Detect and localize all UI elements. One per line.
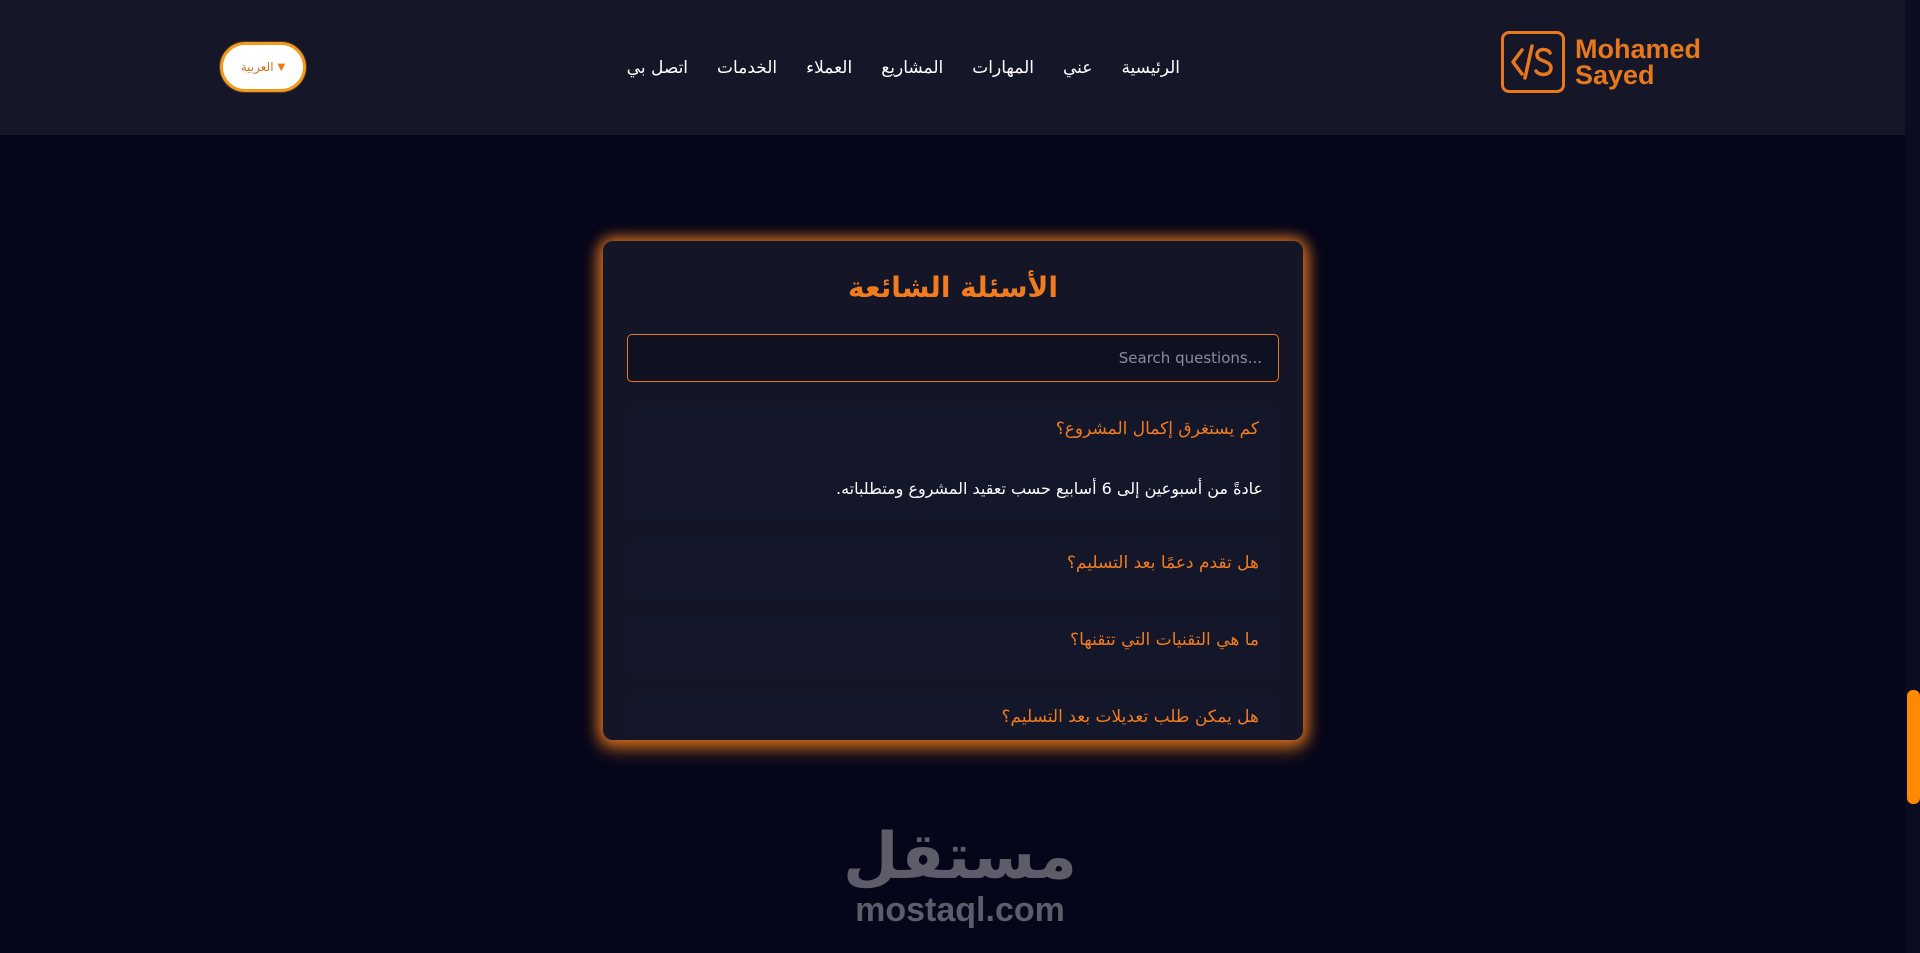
faq-question[interactable]: هل تقدم دعمًا بعد التسليم؟: [1066, 553, 1259, 573]
language-dropdown[interactable]: [220, 42, 306, 92]
nav-item-contact[interactable]: اتصل بي: [626, 58, 689, 78]
nav-item-home[interactable]: الرئيسية: [1121, 58, 1180, 78]
code-logo-icon: [1501, 31, 1565, 93]
nav-item-clients[interactable]: العملاء: [806, 58, 853, 78]
faq-item: [627, 693, 1279, 740]
nav-item-services[interactable]: الخدمات: [717, 58, 778, 78]
faq-card: [603, 241, 1303, 740]
nav-item-skills[interactable]: المهارات: [972, 58, 1034, 78]
faq-question[interactable]: كم يستغرق إكمال المشروع؟: [1055, 419, 1259, 439]
faq-item: [627, 616, 1279, 676]
page-scrollbar[interactable]: [1905, 0, 1920, 953]
nav-item-about[interactable]: عني: [1062, 58, 1093, 78]
scrollbar-thumb[interactable]: [1907, 690, 1920, 804]
faq-search-input[interactable]: [627, 334, 1279, 382]
logo[interactable]: [1501, 30, 1701, 93]
logo-name-line2: Sayed: [1575, 59, 1655, 90]
faq-question[interactable]: هل يمكن طلب تعديلات بعد التسليم؟: [1001, 707, 1259, 727]
faq-item: [627, 539, 1279, 599]
faq-answer: عادةً من أسبوعين إلى 6 أسابيع حسب تعقيد المشروع ومتطلباته.: [835, 479, 1263, 498]
mostaql-watermark: [840, 822, 1080, 928]
logo-name-line1: Mohamed: [1575, 33, 1702, 64]
watermark-arabic: مستقل: [842, 820, 1078, 894]
faq-title: الأسئلة الشائعة: [848, 271, 1058, 304]
main-nav: [610, 50, 1180, 86]
faq-item: [627, 405, 1279, 521]
caret-down-icon: ▼: [277, 61, 286, 73]
logo-text: [1575, 33, 1702, 90]
language-label: العربية: [240, 60, 274, 74]
nav-item-projects[interactable]: المشاريع: [881, 58, 944, 78]
watermark-latin: mostaql.com: [855, 891, 1065, 929]
site-header: [0, 0, 1905, 135]
faq-question[interactable]: ما هي التقنيات التي تتقنها؟: [1070, 630, 1259, 650]
